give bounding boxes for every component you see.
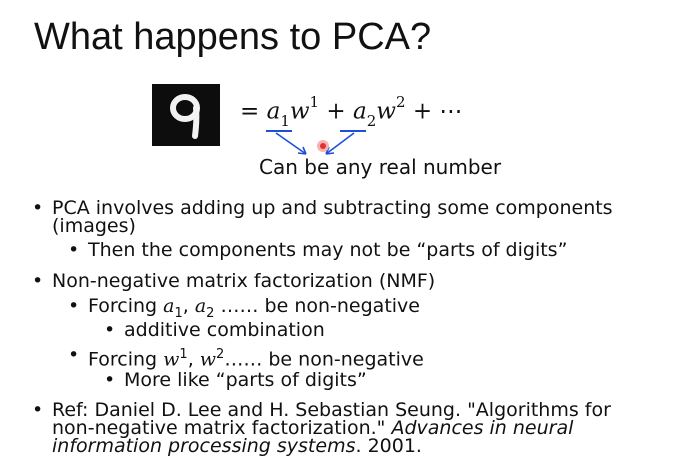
text-italic: Advances in neural bbox=[391, 417, 574, 439]
text: . 2001. bbox=[355, 435, 422, 457]
comp-w2-sup: 2 bbox=[395, 93, 406, 111]
coef-a1-sub: 1 bbox=[280, 112, 290, 131]
bullet-text: Non-negative matrix factorization (NMF) bbox=[52, 270, 436, 292]
subsubbullet-additive bbox=[104, 319, 325, 341]
bullet-dot-icon: • bbox=[104, 369, 116, 391]
text: …… be non-negative bbox=[224, 348, 424, 371]
bullet-text: Then the components may not be “parts of digits” bbox=[88, 239, 568, 261]
bullet-nmf bbox=[32, 270, 436, 292]
coef-a2-sub: 2 bbox=[366, 112, 377, 131]
coef-a1: a bbox=[266, 98, 281, 125]
coef-a2: a bbox=[353, 98, 367, 125]
text: Forcing bbox=[88, 348, 164, 371]
plus-sign: + bbox=[326, 98, 346, 125]
math-sub: 2 bbox=[206, 305, 215, 321]
bullet-text: additive combination bbox=[124, 319, 325, 341]
caption: Can be any real number bbox=[259, 155, 502, 179]
bullet-dot-icon: • bbox=[32, 270, 44, 292]
plus-ellipsis: + ⋯ bbox=[412, 98, 463, 125]
math-sup: 2 bbox=[216, 347, 225, 362]
text: Forcing bbox=[88, 295, 164, 317]
subbullet-force-w bbox=[68, 344, 424, 371]
text: …… be non-negative bbox=[214, 295, 420, 317]
text: , bbox=[187, 348, 200, 371]
math-a: a bbox=[163, 295, 175, 317]
bullet-dot-icon: • bbox=[68, 295, 80, 317]
bullet-text: More like “parts of digits” bbox=[124, 369, 367, 391]
bullet-ref-line3 bbox=[52, 436, 422, 456]
subsubbullet-parts bbox=[104, 369, 367, 391]
bullet-dot-icon: • bbox=[32, 399, 44, 421]
bullet-dot-icon: • bbox=[68, 344, 80, 366]
equation bbox=[240, 93, 463, 131]
comp-w1-sup: 1 bbox=[309, 93, 320, 111]
comp-w2: w bbox=[376, 98, 396, 125]
bullet-text: Ref: Daniel D. Lee and H. Sebastian Seung. "Algorithms for bbox=[52, 399, 611, 421]
math-sub: 1 bbox=[174, 305, 183, 321]
arrow-a1 bbox=[276, 133, 306, 154]
digit-nine-image bbox=[152, 84, 220, 146]
bullet-dot-icon: • bbox=[32, 197, 44, 219]
math-w: w bbox=[163, 348, 180, 371]
slide-title: What happens to PCA? bbox=[34, 16, 432, 58]
math-sup: 1 bbox=[179, 347, 188, 362]
text: , bbox=[182, 295, 195, 317]
bullet-dot-icon: • bbox=[104, 319, 116, 341]
arrow-a2 bbox=[326, 133, 354, 154]
bullet-dot-icon: • bbox=[68, 239, 80, 261]
comp-w1: w bbox=[289, 98, 310, 125]
bullet-pca bbox=[32, 197, 613, 219]
math-w: w bbox=[199, 348, 217, 371]
text-italic: information processing systems bbox=[52, 435, 356, 457]
bullet-text: PCA involves adding up and subtracting some components bbox=[52, 197, 613, 219]
cursor-dot-icon bbox=[317, 140, 329, 152]
subbullet-parts bbox=[68, 239, 568, 261]
bullet-pca-cont: (images) bbox=[52, 215, 136, 237]
equals-sign: = bbox=[240, 98, 260, 125]
text: non-negative matrix factorization." bbox=[52, 417, 392, 439]
math-a: a bbox=[194, 295, 207, 317]
